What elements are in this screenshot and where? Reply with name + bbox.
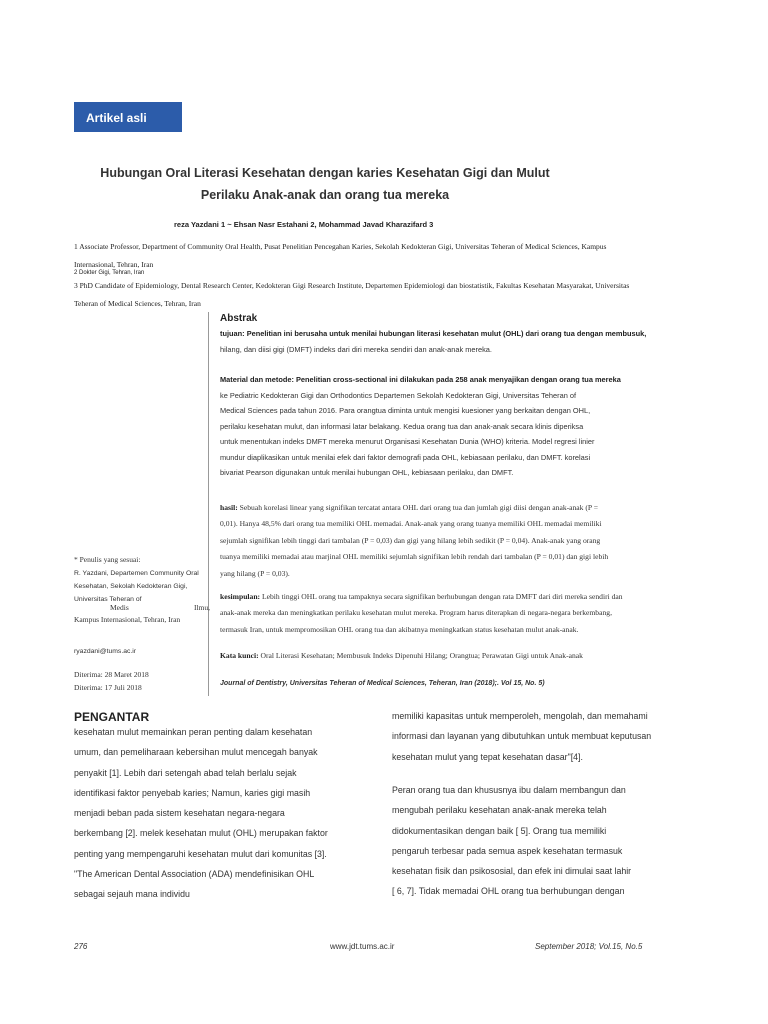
intro-left-line: menjadi beban pada sistem kesehatan negara-negara xyxy=(74,808,285,819)
intro-right-column-paragraph-2 xyxy=(392,780,702,902)
corr-line-2: Kesehatan, Sekolah Kedokteran Gigi, xyxy=(74,583,188,590)
conclusion-label: kesimpulan: xyxy=(220,592,261,601)
title-line-2: Perilaku Anak-anak dan orang tua mereka xyxy=(200,188,450,202)
corr-line-5: Kampus Internasional, Tehran, Iran xyxy=(74,615,181,624)
intro-left-line: identifikasi faktor penyebab karies; Namun, karies gigi masih xyxy=(74,787,311,798)
keywords-label: Kata kunci: xyxy=(220,651,259,660)
affiliation-1-line-2: Internasional, Tehran, Iran xyxy=(74,260,154,269)
article-title xyxy=(90,162,560,206)
corr-line-1: R. Yazdani, Departemen Community Oral xyxy=(74,570,199,577)
results-label: hasil: xyxy=(220,503,238,512)
results-text-4: tuanya memiliki memadai atau marjinal OHL memiliki sejumlah signifikan lebih rendah dari tambalan (P = 0,01) dan gigi lebih xyxy=(220,552,609,562)
abstract-objective xyxy=(220,326,696,357)
journal-citation: Journal of Dentistry, Universitas Teheran of Medical Sciences, Teheran, Iran (2018);. Vol 15, No. 5) xyxy=(220,680,545,687)
methods-label: Material dan metode: xyxy=(220,375,294,384)
abstract-methods xyxy=(220,372,696,481)
abstract-results xyxy=(220,500,696,582)
intro-right-line: [ 6, 7]. Tidak memadai OHL orang tua berhubungan dengan xyxy=(392,886,625,897)
page-number: 276 xyxy=(74,942,88,951)
abstract-keywords xyxy=(220,648,696,664)
affiliation-3 xyxy=(74,278,714,311)
corresponding-author-label: * Penulis yang sesuai: xyxy=(74,555,141,564)
corr-line-3: Universitas Teheran of xyxy=(74,596,142,603)
conclusion-text-3: termasuk Iran, untuk mempromosikan OHL orang tua dan akibatnya meningkatkan status kesehatan mulut anak-anak. xyxy=(220,624,579,634)
methods-text-6: mundur diaplikasikan untuk menilai efek dari faktor demografi pada OHL, kebiasaan perilaku, dan DMFT. korelasi xyxy=(220,452,591,462)
methods-text-7: bivariat Pearson digunakan untuk menilai hubungan OHL, kebiasaan perilaku, dan DMFT. xyxy=(220,468,514,477)
corresponding-email[interactable]: ryazdani@tums.ac.ir xyxy=(74,648,137,655)
intro-right-line: Peran orang tua dan khususnya ibu dalam membangun dan xyxy=(392,785,626,795)
intro-right-line: didokumentasikan dengan baik [ 5]. Orang tua memiliki xyxy=(392,825,607,836)
affiliation-1-line-1: 1 Associate Professor, Department of Community Oral Health, Pusat Penelitian Pencegahan Karies, Sekolah Kedokteran Gigi, Universitas Teheran of Medical Sciences, Kampus xyxy=(74,242,607,251)
methods-text-3: Medical Sciences pada tahun 2016. Para orangtua diminta untuk mengisi kuesioner yang berkaitan dengan OHL, xyxy=(220,406,591,415)
author-list: reza Yazdani 1 ~ Ehsan Nasr Estahani 2, Mohammad Javad Kharazifard 3 xyxy=(174,220,434,229)
affiliation-2: 2 Dokter Gigi, Tehran, Iran xyxy=(74,270,145,276)
intro-right-line: memiliki kapasitas untuk memperoleh, mengolah, dan memahami xyxy=(392,711,648,721)
keywords-text: Oral Literasi Kesehatan; Membusuk Indeks Dipenuhi Hilang; Orangtua; Perawatan Gigi untuk Anak-anak xyxy=(258,651,583,660)
intro-right-line: kesehatan mulut yang tepat kesehatan dasar"[4]. xyxy=(392,751,583,762)
results-text-5: yang hilang (P = 0,03). xyxy=(220,568,290,578)
accepted-date: Diterima: 17 Juli 2018 xyxy=(74,683,142,692)
issue-info: September 2018; Vol.15, No.5 xyxy=(535,942,643,951)
objective-text-1: Penelitian ini berusaha untuk menilai hubungan literasi kesehatan mulut (OHL) dari orang tua dengan membusuk, xyxy=(244,329,647,338)
conclusion-text-2: anak-anak mereka dan meningkatkan perilaku kesehatan mulut mereka. Program harus diterapkan di negara-negara berkembang, xyxy=(220,608,612,618)
objective-text-2: hilang, dan diisi gigi (DMFT) indeks dari diri mereka sendiri dan anak-anak mereka. xyxy=(220,344,492,354)
intro-right-line: informasi dan layanan yang dibutuhkan untuk membuat keputusan xyxy=(392,731,652,742)
abstract-heading: Abstrak xyxy=(220,313,258,324)
sidebar-divider xyxy=(208,312,209,696)
methods-text-4: perilaku kesehatan mulut, dan informasi latar belakang. Kedua orang tua dan anak-anak secara klinis diperiksa xyxy=(220,421,584,431)
article-type-badge: Artikel asli xyxy=(74,102,182,132)
abstract-conclusion xyxy=(220,589,696,638)
objective-label: tujuan: xyxy=(220,329,245,338)
methods-text-5: untuk menentukan indeks DMFT mereka menurut Organisasi Kesehatan Dunia (WHO) kriteria. Model regresi linier xyxy=(220,437,595,446)
intro-left-line: kesehatan mulut memainkan peran penting dalam kesehatan xyxy=(74,727,313,737)
intro-left-line: penting yang mempengaruhi kesehatan mulut dari komunitas [3]. xyxy=(74,848,327,859)
affiliation-3-line-2: Teheran of Medical Sciences, Tehran, Iran xyxy=(74,299,201,308)
corr-line-4: Medis Ilmu, xyxy=(110,603,210,612)
methods-text-2: ke Pediatric Kedokteran Gigi dan Orthodontics Departemen Sekolah Kedokteran Gigi, Universitas Teheran of xyxy=(220,390,577,400)
conclusion-text-1: Lebih tinggi OHL orang tua tampaknya secara signifikan berhubungan dengan rata DMFT dari diri mereka sendiri dan xyxy=(260,592,623,601)
intro-left-line: sebagai sejauh mana individu xyxy=(74,889,190,900)
journal-url[interactable]: www.jdt.tums.ac.ir xyxy=(330,942,395,951)
section-heading-introduction: PENGANTAR xyxy=(74,710,150,724)
methods-text-1: Penelitian cross-sectional ini dilakukan pada 258 anak menyajikan dengan orang tua mereka xyxy=(293,375,621,384)
intro-right-line: kesehatan fisik dan psikososial, dan efek ini dimulai saat lahir xyxy=(392,866,632,877)
affiliation-3-line-1: 3 PhD Candidate of Epidemiology, Dental Research Center, Kedokteran Gigi Research Institute, Departemen Epidemiologi dan biostatistik, Fakultas Kesehatan Masyarakat, Universitas xyxy=(74,281,630,290)
intro-right-column xyxy=(392,706,702,767)
intro-left-line: "The American Dental Association (ADA) mendefinisikan OHL xyxy=(74,869,315,880)
received-date: Diterima: 28 Maret 2018 xyxy=(74,670,149,679)
results-text-2: 0,01). Hanya 48,5% dari orang tua memiliki OHL memadai. Anak-anak yang orang tuanya memiliki OHL memadai memiliki xyxy=(220,519,602,529)
results-text-3: sejumlah signifikan lebih tinggi dari tambalan (P = 0,03) dan gigi yang hilang lebih sedikit (P = 0,04). Anak-anak yang orang xyxy=(220,535,601,545)
intro-left-line: umum, dan pemeliharaan kebersihan mulut mencegah banyak xyxy=(74,747,318,758)
intro-right-line: mengubah perilaku kesehatan anak-anak mereka telah xyxy=(392,805,607,816)
title-line-1: Hubungan Oral Literasi Kesehatan dengan karies Kesehatan Gigi dan Mulut xyxy=(100,166,550,180)
intro-left-line: penyakit [1]. Lebih dari setengah abad telah berlalu sejak xyxy=(74,767,297,778)
intro-left-column xyxy=(74,722,374,905)
results-text-1: Sebuah korelasi linear yang signifikan tercatat antara OHL dari orang tua dan jumlah gigi diisi dengan anak-anak (P = xyxy=(237,503,599,512)
intro-left-line: berkembang [2]. melek kesehatan mulut (OHL) merupakan faktor xyxy=(74,828,328,839)
intro-right-line: pengaruh terbesar pada semua aspek kesehatan termasuk xyxy=(392,845,623,856)
